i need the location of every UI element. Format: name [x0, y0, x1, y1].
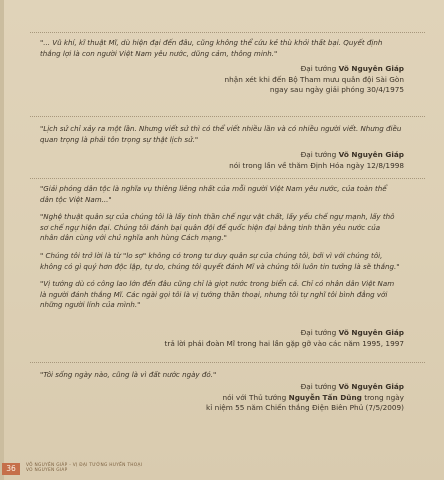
divider — [30, 362, 425, 363]
person-name: Võ Nguyên Giáp — [338, 64, 404, 73]
quote-2 — [40, 124, 420, 145]
attribution-2: Đại tướng Võ Nguyên Giáp nói trong lần về thăm Định Hóa ngày 12/8/1998 — [229, 150, 404, 170]
person-name: Võ Nguyên Giáp — [338, 382, 404, 391]
page-footer — [0, 458, 444, 480]
quote-1 — [40, 38, 420, 59]
divider — [30, 178, 425, 179]
person-name-2: Nguyễn Tấn Dũng — [288, 392, 362, 402]
quote-line: "... Vũ khí, kĩ thuật Mĩ, dù hiện đại đến đâu, cũng không thể cứu kẻ thù khỏi thất bại. Quyết định — [40, 38, 383, 47]
quote-line: "Lịch sử chỉ xảy ra một lần. Nhưng viết sử thì có thể viết nhiều lần và có nhiều người viết. Nhưng điều — [40, 124, 402, 133]
attribution-1: Đại tướng Võ Nguyên Giáp nhận xét khi đến Bộ Tham mưu quân đội Sài Gòn ngay sau ngày giải phóng 30/4/1975 — [224, 64, 404, 95]
quote-3 — [40, 184, 420, 311]
page-edge — [0, 0, 4, 480]
quote-paragraph: "Nghệ thuật quân sự của chúng tôi là lấy tinh thần chế ngự vật chất, lấy yếu chế ngự mạnh, lấy thô sơ chế ngự hiện đại. Chúng tôi đánh bại quân đội đế quốc hiện đại bằng tinh thần yêu nước của nhân dân cùng với chủ nghĩa anh hùng Cách mạng." — [40, 212, 395, 243]
quote-paragraph: "Vị tướng dù có công lao lớn đến đâu cũng chỉ là giọt nước trong biển cả. Chỉ có nhân dân Việt Nam là người đánh thắng Mĩ. Các ngài gọi tôi là vị tướng thần thoại, nhưng tôi tự nghĩ tôi bình đẳng với những người lính của mình." — [40, 279, 395, 310]
quote-line: thắng lợi là con người Việt Nam yêu nước, dũng cảm, thông minh." — [40, 48, 278, 58]
quote-paragraph: "Giải phóng dân tộc là nghĩa vụ thiêng liêng nhất của mỗi người Việt Nam yêu nước, của toàn thể dân tộc Việt Nam..." — [40, 184, 387, 204]
person-name: Võ Nguyên Giáp — [338, 328, 404, 337]
quote-paragraph: " Chúng tôi trở lời là từ "lo sợ" không có trong tư duy quân sự của chúng tôi, bởi vì với chúng tôi, không có gì quý hơn độc lập, tự do, chúng tôi quyết đánh Mĩ và chúng tôi luôn tin tưởng là sẽ thắng." — [40, 250, 400, 271]
divider — [30, 32, 425, 33]
divider — [30, 116, 425, 117]
attribution-3: Đại tướng Võ Nguyên Giáp trả lời phái đoàn Mĩ trong hai lần gặp gỡ vào các năm 1995, 1997 — [164, 328, 404, 348]
running-footer: VÕ NGUYÊN GIÁP - VỊ ĐẠI TƯỚNG HUYỀN THOẠI VO NGUYEN GIAP — [26, 463, 143, 473]
attribution-4: Đại tướng Võ Nguyên Giáp nói với Thủ tướng Nguyễn Tấn Dũng trong ngày kỉ niệm 55 năm Chiến thắng Điện Biên Phủ (7/5/2009) — [206, 382, 404, 413]
page-number: 36 — [2, 463, 20, 475]
quote-4 — [40, 370, 420, 381]
quote-line: quan trọng là phải tôn trọng sự thật lịch sử." — [40, 134, 199, 144]
person-name: Võ Nguyên Giáp — [338, 150, 404, 159]
quote-line: "Tôi sống ngày nào, cũng là vì đất nước ngày đó." — [40, 370, 217, 379]
